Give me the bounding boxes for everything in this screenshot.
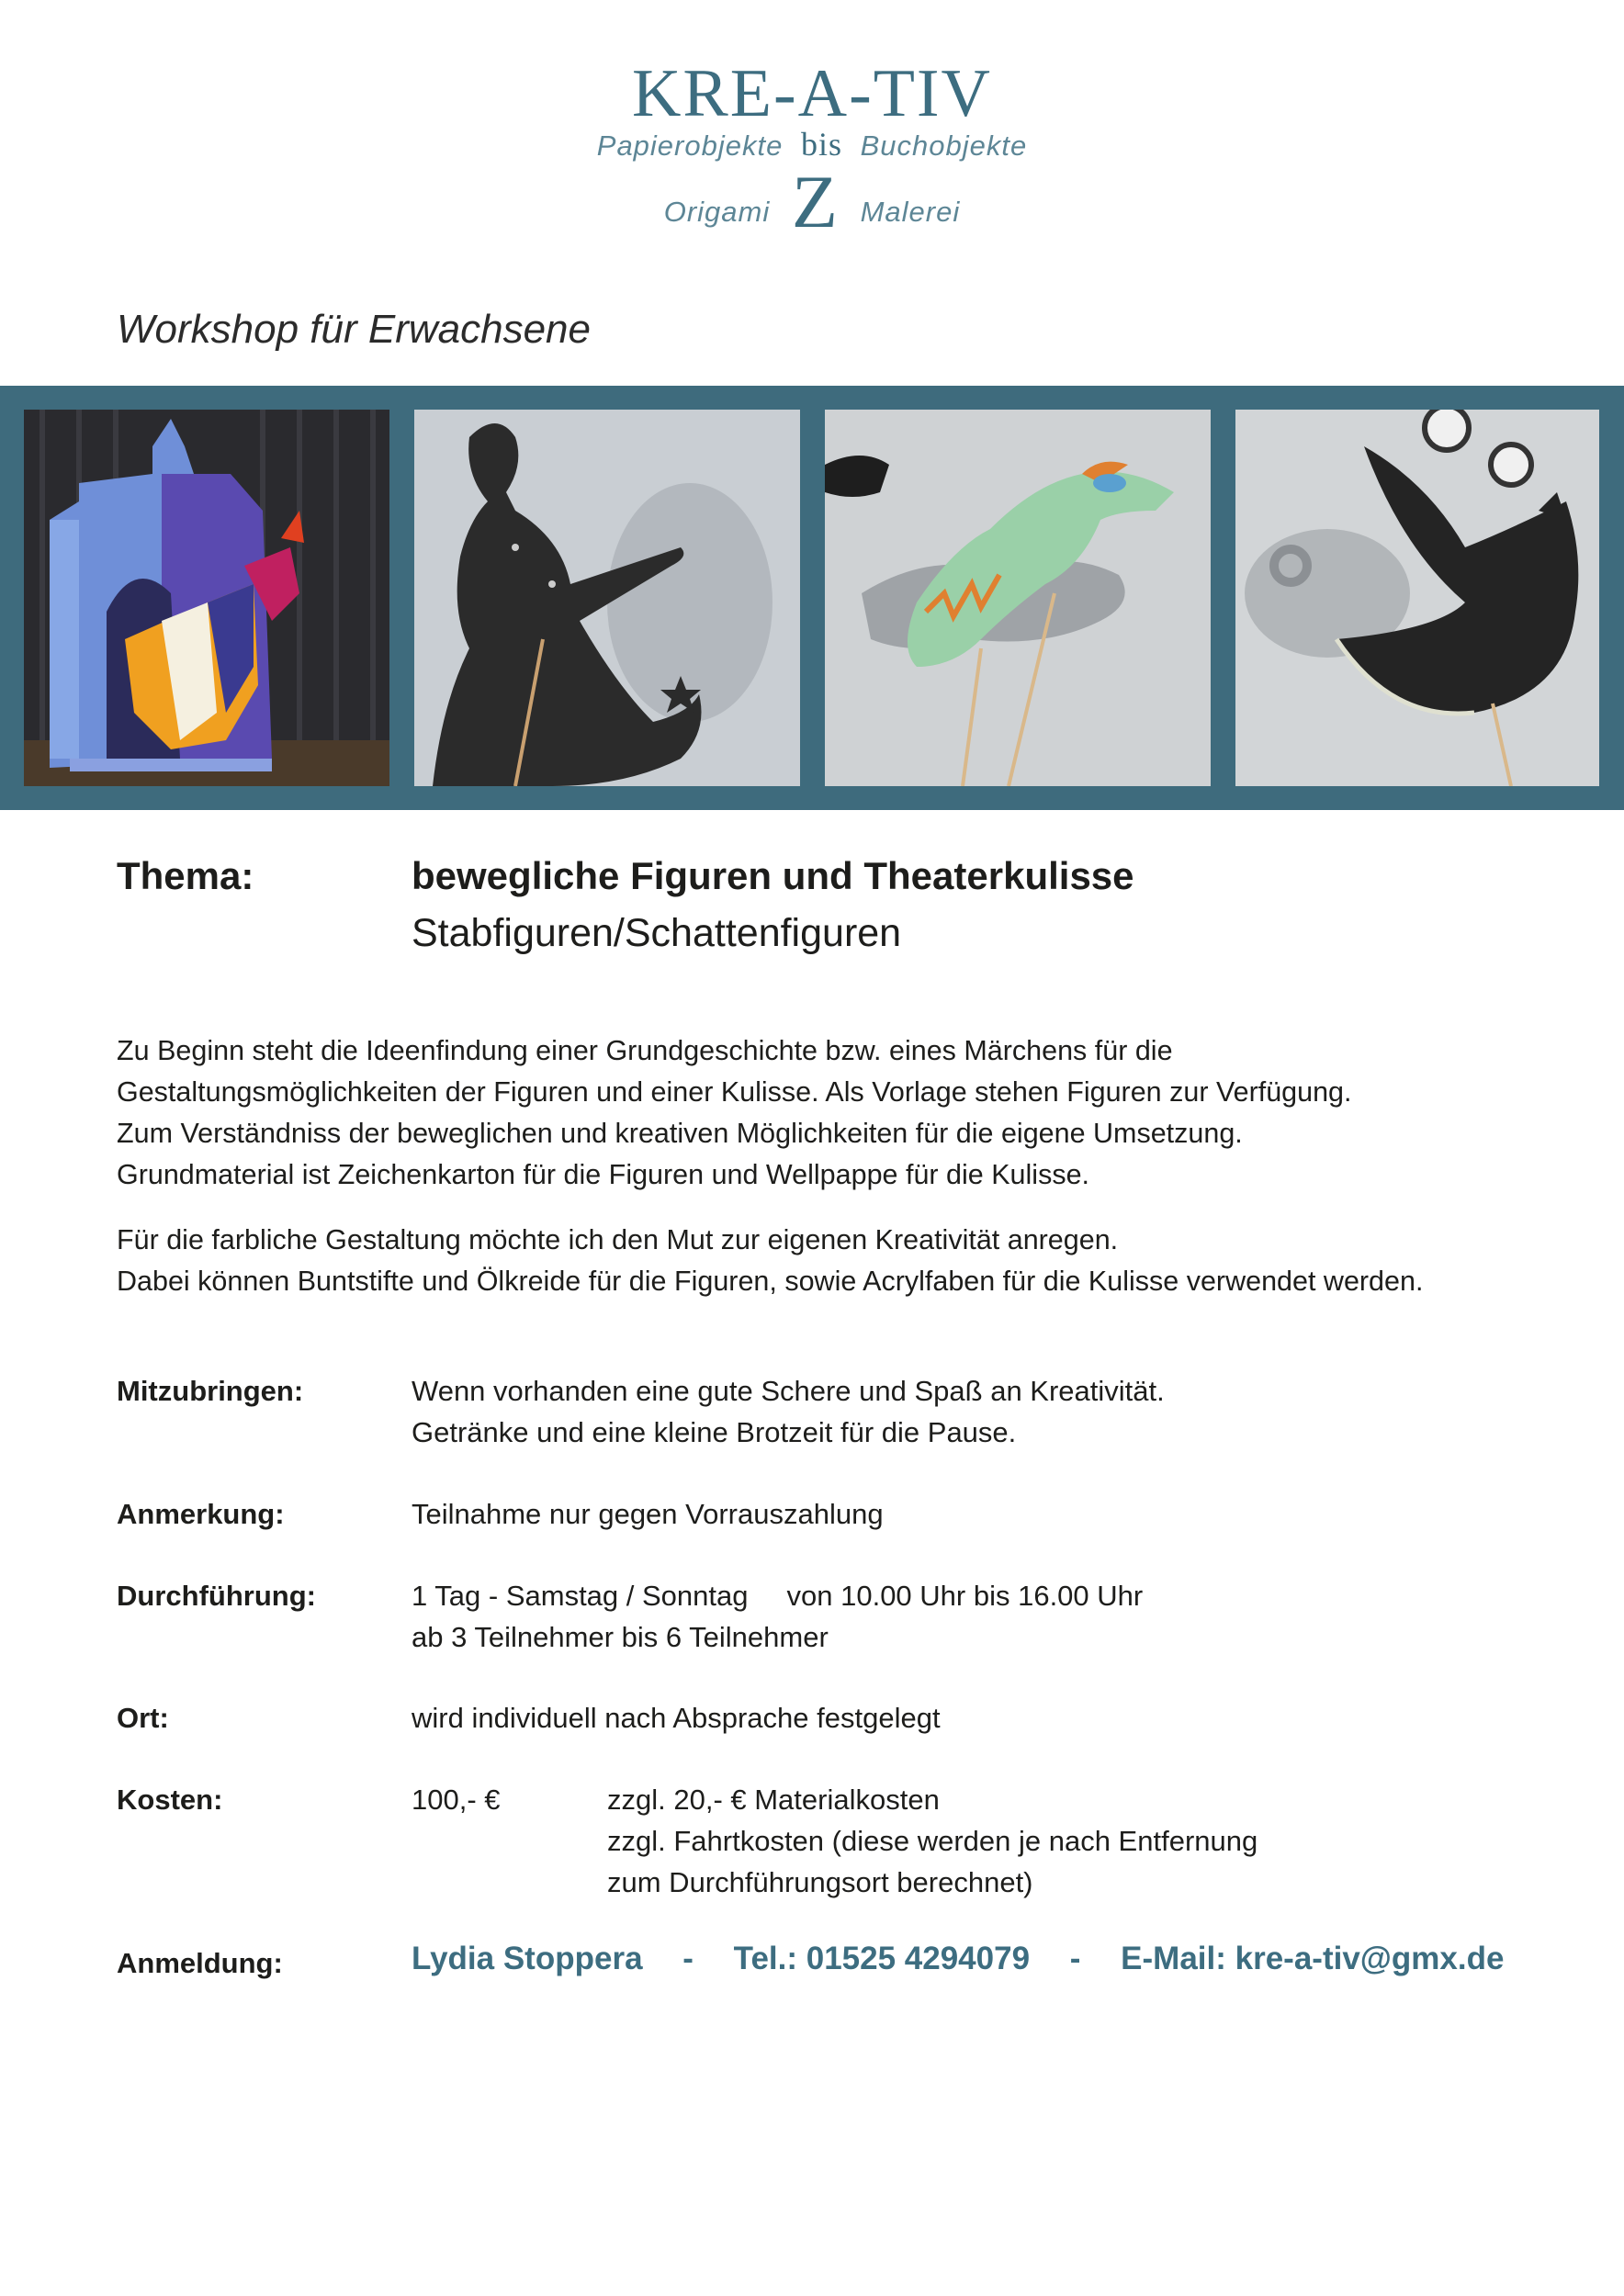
description-paragraph-1	[117, 1030, 1550, 1196]
kosten-label: Kosten:	[117, 1784, 223, 1816]
photo-band	[0, 386, 1624, 810]
kosten-price: 100,- €	[412, 1784, 501, 1816]
contact-name: Lydia Stoppera	[412, 1941, 643, 1976]
kosten-note-2: zzgl. Fahrtkosten (diese werden je nach Entfernung	[607, 1825, 1258, 1857]
logo-tagline-1-right: Buchobjekte	[860, 129, 1028, 162]
paragraph-line: Zu Beginn steht die Ideenfindung einer Grundgeschichte bzw. eines Märchens für die	[117, 1035, 1173, 1066]
kosten-notes	[607, 1779, 1257, 1903]
description-paragraph-2	[117, 1220, 1550, 1302]
logo-tagline-1	[0, 125, 1624, 163]
thema-label: Thema:	[117, 854, 254, 897]
mitzubringen-value	[412, 1370, 1165, 1453]
anmerkung-value: Teilnahme nur gegen Vorrauszahlung	[412, 1498, 884, 1530]
logo	[0, 56, 1624, 243]
paragraph-line: Grundmaterial ist Zeichenkarton für die Figuren und Wellpappe für die Kulisse.	[117, 1159, 1090, 1190]
logo-title: KRE-A-TIV	[631, 56, 992, 131]
mitzubringen-line-1: Wenn vorhanden eine gute Schere und Spaß an Kreativität.	[412, 1375, 1165, 1407]
durchfuehrung-label: Durchführung:	[117, 1580, 316, 1612]
anmeldung-contact	[412, 1941, 1504, 1977]
durchfuehrung-value	[412, 1575, 1143, 1658]
kosten-note-3: zum Durchführungsort berechnet)	[607, 1866, 1033, 1898]
logo-tagline-2-left: Origami	[663, 196, 771, 228]
logo-tagline-1-mid: bis	[800, 126, 842, 163]
paragraph-line: Dabei können Buntstifte und Ölkreide für die Figuren, sowie Acrylfaben für die Kulisse verwendet werden.	[117, 1266, 1424, 1297]
ort-value: wird individuell nach Absprache festgelegt	[412, 1702, 941, 1734]
shadow-figure-woman-photo	[414, 410, 800, 786]
logo-tagline-2-mid: Z	[791, 160, 839, 243]
anmerkung-label: Anmerkung:	[117, 1498, 285, 1530]
durchfuehrung-participants: ab 3 Teilnehmer bis 6 Teilnehmer	[412, 1621, 829, 1653]
contact-email[interactable]: E-Mail: kre-a-tiv@gmx.de	[1121, 1941, 1505, 1976]
kosten-note-1: zzgl. 20,- € Materialkosten	[607, 1784, 940, 1816]
durchfuehrung-time: von 10.00 Uhr bis 16.00 Uhr	[786, 1580, 1144, 1612]
logo-tagline-1-left: Papierobjekte	[596, 129, 784, 162]
page-subtitle: Workshop für Erwachsene	[117, 307, 591, 352]
shadow-figure-dragon-photo	[825, 410, 1211, 786]
paragraph-line: Gestaltungsmöglichkeiten der Figuren und einer Kulisse. Als Vorlage stehen Figuren zur Verfügung.	[117, 1076, 1352, 1108]
contact-phone[interactable]: Tel.: 01525 4294079	[733, 1941, 1031, 1976]
contact-separator: -	[682, 1941, 694, 1976]
thema-subtitle: Stabfiguren/Schattenfiguren	[412, 911, 902, 955]
paragraph-line: Für die farbliche Gestaltung möchte ich den Mut zur eigenen Kreativität anregen.	[117, 1224, 1119, 1255]
thema-title: bewegliche Figuren und Theaterkulisse	[412, 854, 1134, 897]
ort-label: Ort:	[117, 1702, 169, 1734]
anmeldung-label: Anmeldung:	[117, 1947, 283, 1979]
paragraph-line: Zum Verständniss der beweglichen und kreativen Möglichkeiten für die eigene Umsetzung.	[117, 1118, 1243, 1149]
logo-tagline-2	[0, 160, 1624, 243]
contact-separator: -	[1069, 1941, 1081, 1976]
durchfuehrung-days: 1 Tag - Samstag / Sonntag	[412, 1580, 749, 1612]
mitzubringen-line-2: Getränke und eine kleine Brotzeit für die Pause.	[412, 1416, 1017, 1448]
mitzubringen-label: Mitzubringen:	[117, 1375, 304, 1407]
shadow-figure-fish-photo	[1235, 410, 1599, 786]
logo-tagline-2-right: Malerei	[860, 196, 961, 228]
theater-backdrop-photo	[24, 410, 389, 786]
